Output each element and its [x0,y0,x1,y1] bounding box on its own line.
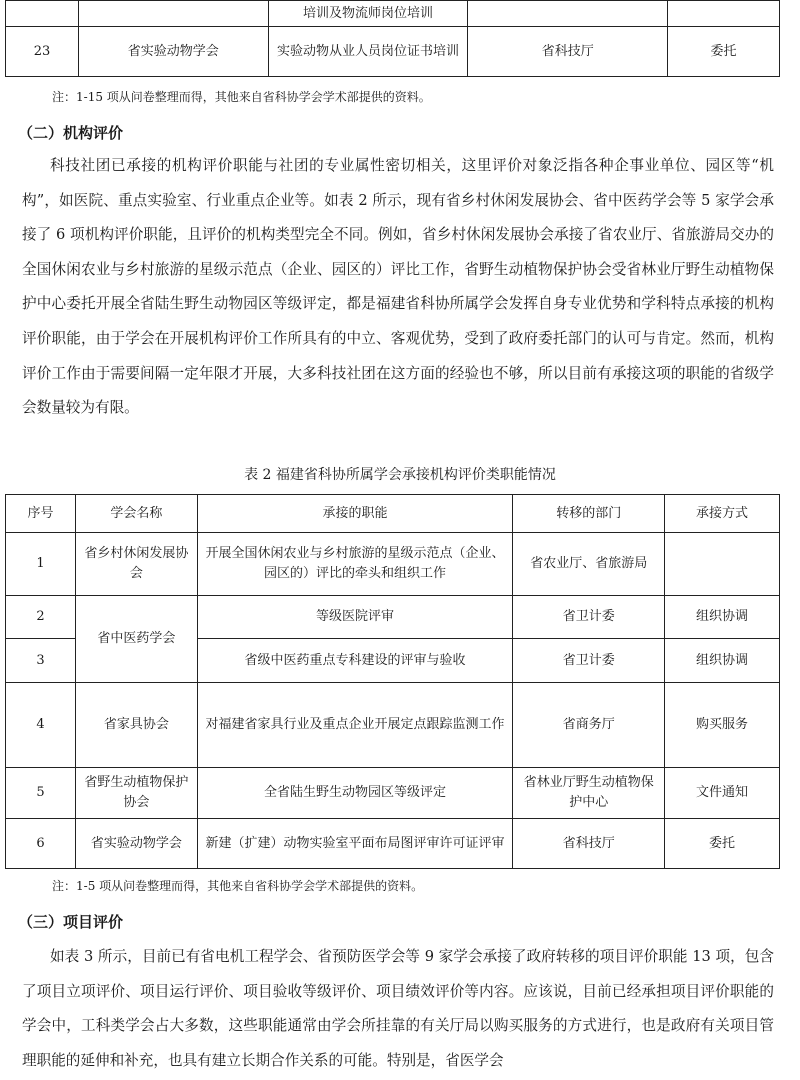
cell-mode: 组织协调 [665,596,780,639]
table-row [6,1,780,27]
cell-society: 省乡村休闲发展协会 [75,533,197,596]
cell-dept: 省农业厅、省旅游局 [513,533,665,596]
section3-heading: （三）项目评价 [18,913,124,931]
cell-society: 省实验动物学会 [78,27,268,77]
cell-function: 新建（扩建）动物实验室平面布局图评审许可证评审 [197,819,513,869]
table-row [6,819,780,869]
cell-num: 6 [6,819,76,869]
table-row [6,27,780,77]
cell-function: 全省陆生野生动物园区等级评定 [197,768,513,819]
cell-mode: 委托 [668,27,780,77]
cell-num: 2 [6,596,76,639]
cell-num [6,1,79,27]
cell-mode [665,533,780,596]
cell-society: 省实验动物学会 [75,819,197,869]
cell-society [78,1,268,27]
cell-dept: 省林业厅野生动植物保护中心 [513,768,665,819]
header-dept: 转移的部门 [513,495,665,533]
cell-num: 3 [6,639,76,683]
cell-society: 省家具协会 [75,683,197,768]
cell-num: 4 [6,683,76,768]
cell-dept [468,1,668,27]
table-row [6,533,780,596]
cell-dept: 省卫计委 [513,639,665,683]
cell-mode [668,1,780,27]
section2-heading: （二）机构评价 [18,124,124,142]
table-row [6,768,780,819]
table-row [6,683,780,768]
cell-mode: 委托 [665,819,780,869]
table2 [5,494,780,869]
cell-mode: 文件通知 [665,768,780,819]
cell-function: 开展全国休闲农业与乡村旅游的星级示范点（企业、园区的）评比的牵头和组织工作 [197,533,513,596]
cell-dept: 省卫计委 [513,596,665,639]
cell-dept: 省科技厅 [468,27,668,77]
cell-function: 培训及物流师岗位培训 [268,1,468,27]
cell-mode: 购买服务 [665,683,780,768]
table-header-row [6,495,780,533]
cell-dept: 省科技厅 [513,819,665,869]
header-function: 承接的职能 [197,495,513,533]
cell-num: 5 [6,768,76,819]
cell-function: 对福建省家具行业及重点企业开展定点跟踪监测工作 [197,683,513,768]
table1-note: 注：1-15 项从问卷整理而得，其他来自省科协学会学术部提供的资料。 [52,90,431,104]
header-society: 学会名称 [75,495,197,533]
table2-note: 注：1-5 项从问卷整理而得，其他来自省科协学会学术部提供的资料。 [52,879,424,893]
cell-num: 1 [6,533,76,596]
cell-society: 省中医药学会 [75,596,197,683]
table2-caption: 表 2 福建省科协所属学会承接机构评价类职能情况 [244,467,556,483]
cell-function: 实验动物从业人员岗位证书培训 [268,27,468,77]
cell-society: 省野生动植物保护协会 [75,768,197,819]
table1 [5,0,780,77]
header-num: 序号 [6,495,76,533]
cell-num: 23 [6,27,79,77]
table-row [6,596,780,639]
cell-function: 等级医院评审 [197,596,513,639]
header-mode: 承接方式 [665,495,780,533]
cell-function: 省级中医药重点专科建设的评审与验收 [197,639,513,683]
section2-paragraph: 科技社团已承接的机构评价职能与社团的专业属性密切相关，这里评价对象泛指各种企事业单位、园区等“机构”，如医院、重点实验室、行业重点企业等。如表 2 所示，现有省乡村休闲发展协会、省中医药学会等 5 家学会承接了 6 项机构评价职能，且评价的机构类型完全不同。例如，省乡村休闲发展协会承接了省农业厅、省旅游局交办的全国休闲农业与乡村旅游的星级示范点（企业、园区的）评比工作，省野生动植物保护协会受省林业厅野生动植物保护中心委托开展全省陆生野生动物园区等级评定，都是福建省科协所属学会发挥自身专业优势和学科特点承接的机构评价职能，由于学会在开展机构评价工作所具有的中立、客观优势，受到了政府委托部门的认可与肯定。然而，机构评价工作由于需要间隔一定年限才开展，大多科技社团在这方面的经验也不够，所以目前有承接这项的职能的省级学会数量较为有限。 [22,157,774,417]
section3-paragraph: 如表 3 所示，目前已有省电机工程学会、省预防医学会等 9 家学会承接了政府转移的项目评价职能 13 项，包含了项目立项评价、项目运行评价、项目验收等级评价、项目绩效评价等内容。应该说，目前已经承担项目评价职能的学会中，工科类学会占大多数，这些职能通常由学会所挂靠的有关厅局以购买服务的方式进行，也是政府有关项目管理职能的延伸和补充，也具有建立长期合作关系的可能。特别是，省医学会 [22,948,774,1069]
cell-mode: 组织协调 [665,639,780,683]
cell-dept: 省商务厅 [513,683,665,768]
